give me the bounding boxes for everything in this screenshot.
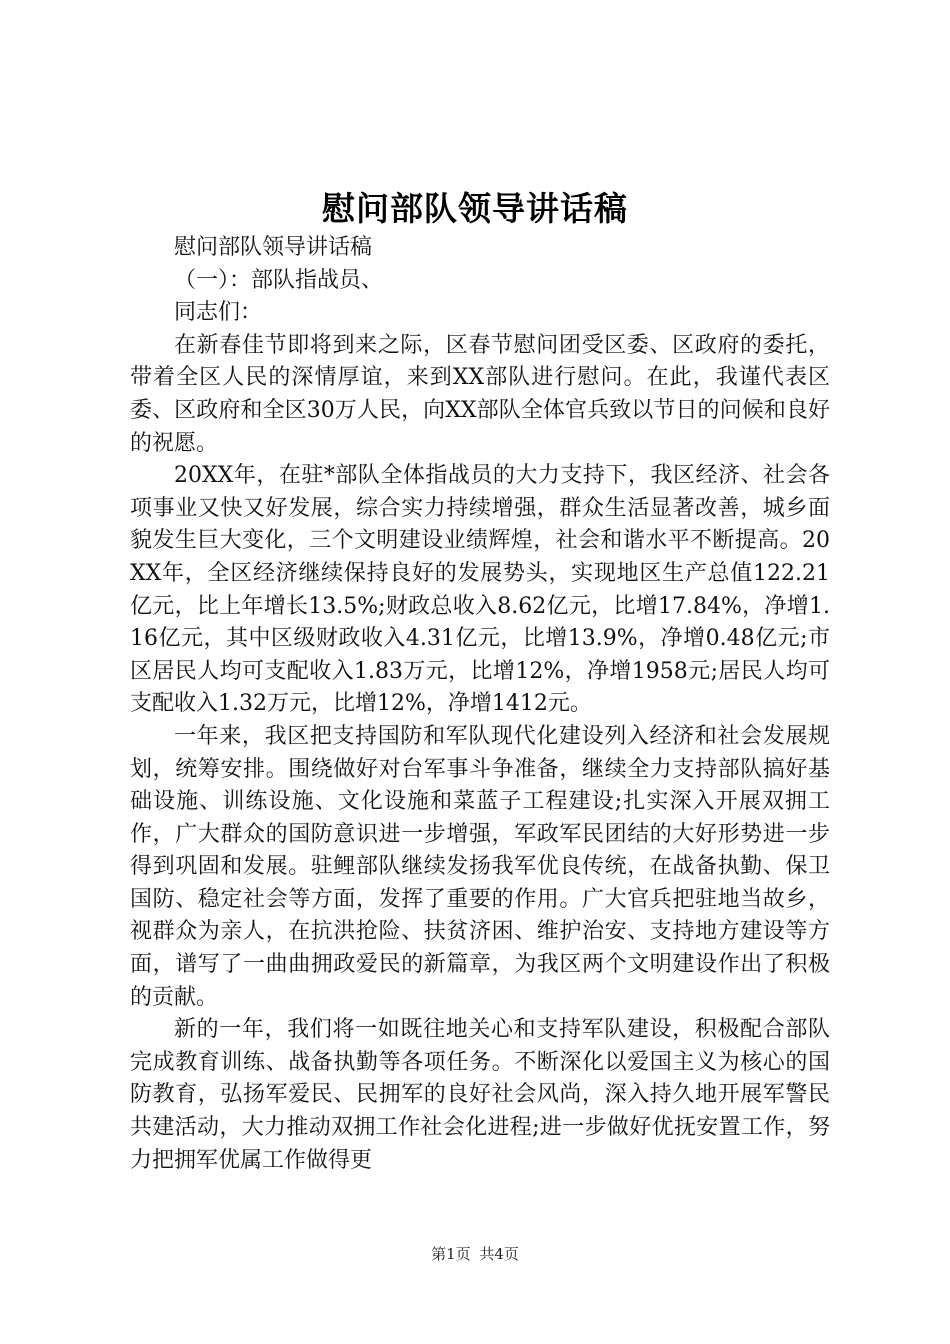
paragraph-section-heading: （一）：部队指战员、 — [174, 267, 384, 293]
document-body — [130, 232, 830, 1177]
paragraph-support: 一年来，我区把支持国防和军队现代化建设列入经济和社会发展规划，统筹安排。围绕做好对台军事斗争准备，继续全力支持部队搞好基础设施、训练设施、文化设施和菜蓝子工程建设;扎实深入开展双拥工作，广大群众的国防意识进一步增强，军政军民团结的大好形势进一步得到巩固和发展。驻鲤部队继续发扬我军优良传统，在战备执勤、保卫国防、稳定社会等方面，发挥了重要的作用。广大官兵把驻地当故乡，视群众为亲人，在抗洪抢险、扶贫济困、维护治安、支持地方建设等方面，谱写了一曲曲拥政爱民的新篇章，为我区两个文明建设作出了积极的贡献。 — [130, 723, 830, 1010]
paragraph-new-year: 新的一年，我们将一如既往地关心和支持军队建设，积极配合部队完成教育训练、战备执勤等各项任务。不断深化以爱国主义为核心的国防教育，弘扬军爱民、民拥军的良好社会风尚，深入持久地开展军警民共建活动，大力推动双拥工作社会化进程;进一步做好优抚安置工作，努力把拥军优属工作做得更 — [130, 1017, 830, 1173]
paragraph-salutation: 同志们： — [174, 300, 263, 326]
page-number: 第1页 — [431, 1245, 471, 1263]
document-title: 慰问部队领导讲话稿 — [322, 189, 628, 228]
page-footer — [0, 1244, 950, 1264]
page-total: 共4页 — [479, 1245, 519, 1263]
paragraph-subtitle: 慰问部队领导讲话稿 — [174, 235, 373, 260]
paragraph-opening: 在新春佳节即将到来之际，区春节慰问团受区委、区政府的委托，带着全区人民的深情厚谊，来到XX部队进行慰问。在此，我谨代表区委、区政府和全区30万人民，向XX部队全体官兵致以节日的问候和良好的祝愿。 — [130, 332, 830, 456]
paragraph-economy: 20XX年，在驻*部队全体指战员的大力支持下，我区经济、社会各项事业又快又好发展，综合实力持续增强，群众生活显著改善，城乡面貌发生巨大变化，三个文明建设业绩辉煌，社会和谐水平不断提高。20XX年，全区经济继续保持良好的发展势头，实现地区生产总值122.21亿元，比上年增长13.5%;财政总收入8.62亿元，比增17.84%，净增1.16亿元，其中区级财政收入4.31亿元，比增13.9%，净增0.48亿元;市区居民人均可支配收入1.83万元，比增12%，净增1958元;居民人均可支配收入1.32万元，比增12%，净增1412元。 — [130, 463, 830, 717]
